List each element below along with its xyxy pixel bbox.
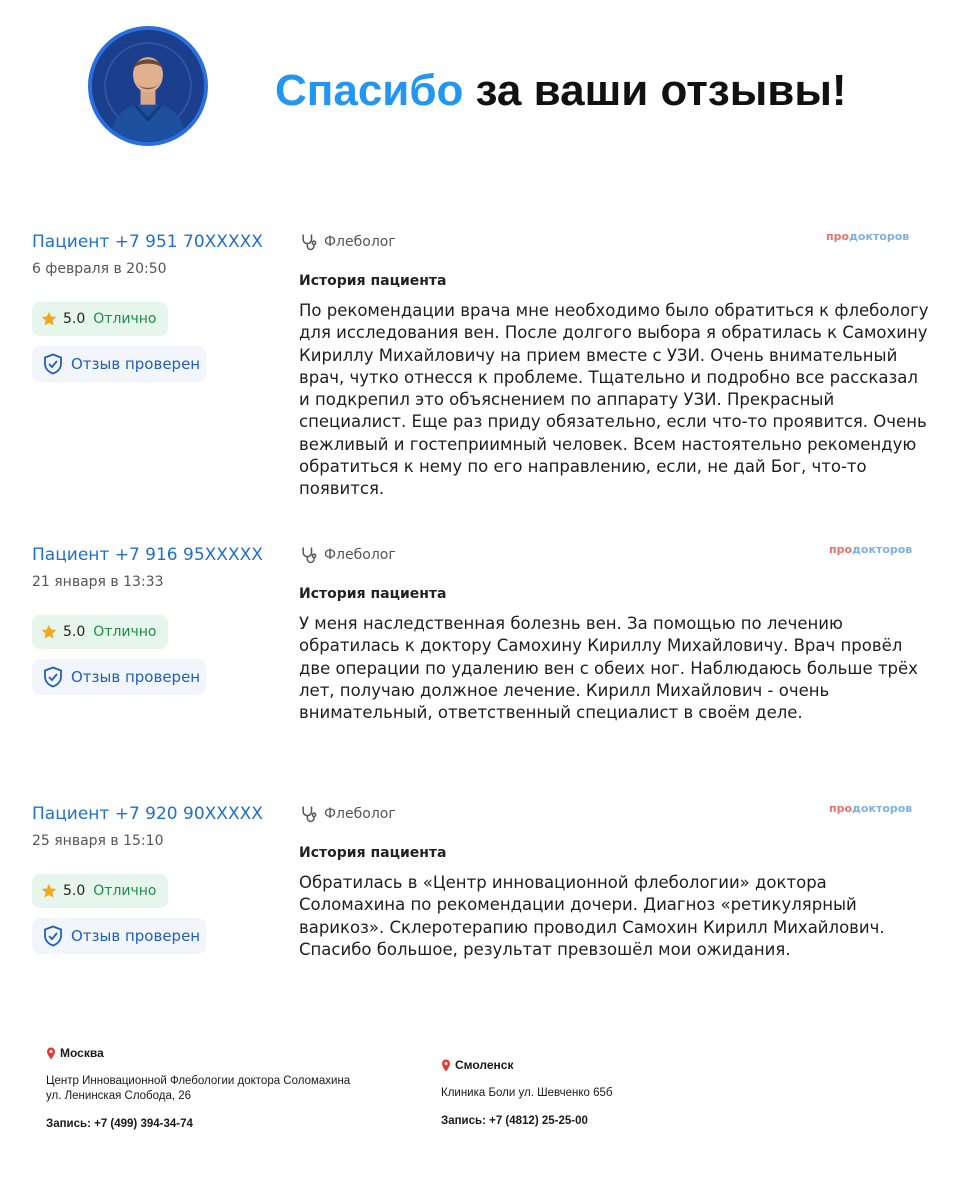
review-date: 25 января в 15:10 <box>32 833 164 849</box>
patient-name-link[interactable]: Пациент +7 920 90XXXXX <box>32 804 263 824</box>
shield-check-icon <box>41 352 65 376</box>
history-title: История пациента <box>299 273 447 289</box>
rating-label: Отлично <box>93 883 157 899</box>
verified-label: Отзыв проверен <box>71 668 201 686</box>
booking-phone[interactable]: Запись: +7 (499) 394-34-74 <box>46 1118 193 1130</box>
prodoktorov-logo: продокторов <box>829 802 913 815</box>
doctor-portrait-icon <box>92 30 204 142</box>
shield-check-icon <box>41 665 65 689</box>
rating-label: Отлично <box>93 624 157 640</box>
history-title: История пациента <box>299 586 447 602</box>
star-icon <box>40 882 58 900</box>
footer-moscow <box>46 1046 350 1130</box>
page-title-accent: Спасибо <box>275 66 464 115</box>
verified-label: Отзыв проверен <box>71 927 201 945</box>
prodoktorov-logo: продокторов <box>826 230 910 243</box>
verified-badge <box>32 346 206 382</box>
star-icon <box>40 310 58 328</box>
specialty-label: Флеболог <box>324 547 396 563</box>
rating-score: 5.0 <box>63 883 86 899</box>
city-moscow <box>46 1046 350 1060</box>
footer-smolensk <box>441 1058 613 1127</box>
specialty-label: Флеболог <box>324 234 396 250</box>
patient-name-link[interactable]: Пациент +7 951 70XXXXX <box>32 232 263 252</box>
map-pin-icon <box>441 1059 451 1072</box>
city-name: Москва <box>60 1046 104 1060</box>
booking-phone[interactable]: Запись: +7 (4812) 25-25-00 <box>441 1115 588 1127</box>
prodoktorov-logo: продокторов <box>829 543 913 556</box>
patient-name-link[interactable]: Пациент +7 916 95XXXXX <box>32 545 263 565</box>
rating-label: Отлично <box>93 311 157 327</box>
clinic-address: Клиника Боли ул. Шевченко 65б <box>441 1087 613 1099</box>
page-title-rest: за ваши отзывы! <box>475 66 847 115</box>
history-title: История пациента <box>299 845 447 861</box>
rating-score: 5.0 <box>63 624 86 640</box>
page-title <box>275 62 847 120</box>
verified-badge <box>32 659 206 695</box>
rating-badge <box>32 615 168 649</box>
rating-badge <box>32 874 168 908</box>
star-icon <box>40 623 58 641</box>
clinic-address: Центр Инновационной Флебологии доктора Соломахина ул. Ленинская Слобода, 26 <box>46 1075 351 1102</box>
rating-score: 5.0 <box>63 311 86 327</box>
specialty <box>299 804 396 824</box>
review-date: 6 февраля в 20:50 <box>32 261 167 277</box>
stethoscope-icon <box>299 804 319 824</box>
specialty-label: Флеболог <box>324 806 396 822</box>
map-pin-icon <box>46 1047 56 1060</box>
review-date: 21 января в 13:33 <box>32 574 164 590</box>
city-name: Смоленск <box>455 1058 514 1072</box>
city-smolensk <box>441 1058 613 1072</box>
verified-badge <box>32 918 206 954</box>
stethoscope-icon <box>299 232 319 252</box>
stethoscope-icon <box>299 545 319 565</box>
verified-label: Отзыв проверен <box>71 355 201 373</box>
review-text: Обратилась в «Центр инновационной флебологии» доктора Соломахина по рекомендации дочери. Диагноз «ретикулярный варикоз». Склеротерапию проводил Самохин Кирилл Михайлович. Спасибо большое, результат превзошёл мои ожидания. <box>299 873 885 959</box>
specialty <box>299 232 396 252</box>
rating-badge <box>32 302 168 336</box>
doctor-avatar <box>88 26 208 146</box>
review-text: У меня наследственная болезнь вен. За помощью по лечению обратилась к доктору Самохину Кириллу Михайловичу. Врач провёл две операции по удалению вен с обеих ног. Наблюдаюсь больше трёх лет, получаю должное лечение. Кирилл Михайлович - очень внимательный, ответственный специалист в своём деле. <box>299 614 918 723</box>
review-text: По рекомендации врача мне необходимо было обратиться к флебологу для исследования вен. После долгого выбора я обратилась к Самохину Кириллу Михайловичу на прием вместе с УЗИ. Очень внимательный врач, чутко отнесся к проблеме. Тщательно и подробно все рассказал и подкрепил это объяснением по аппарату УЗИ. Прекрасный специалист. Еще раз приду обязательно, если что-то проявится. Очень вежливый и гостеприимный человек. Всем настоятельно рекомендую обратиться к нему по его направлению, если, не дай Бог, что-то появится. <box>299 301 929 499</box>
specialty <box>299 545 396 565</box>
shield-check-icon <box>41 924 65 948</box>
